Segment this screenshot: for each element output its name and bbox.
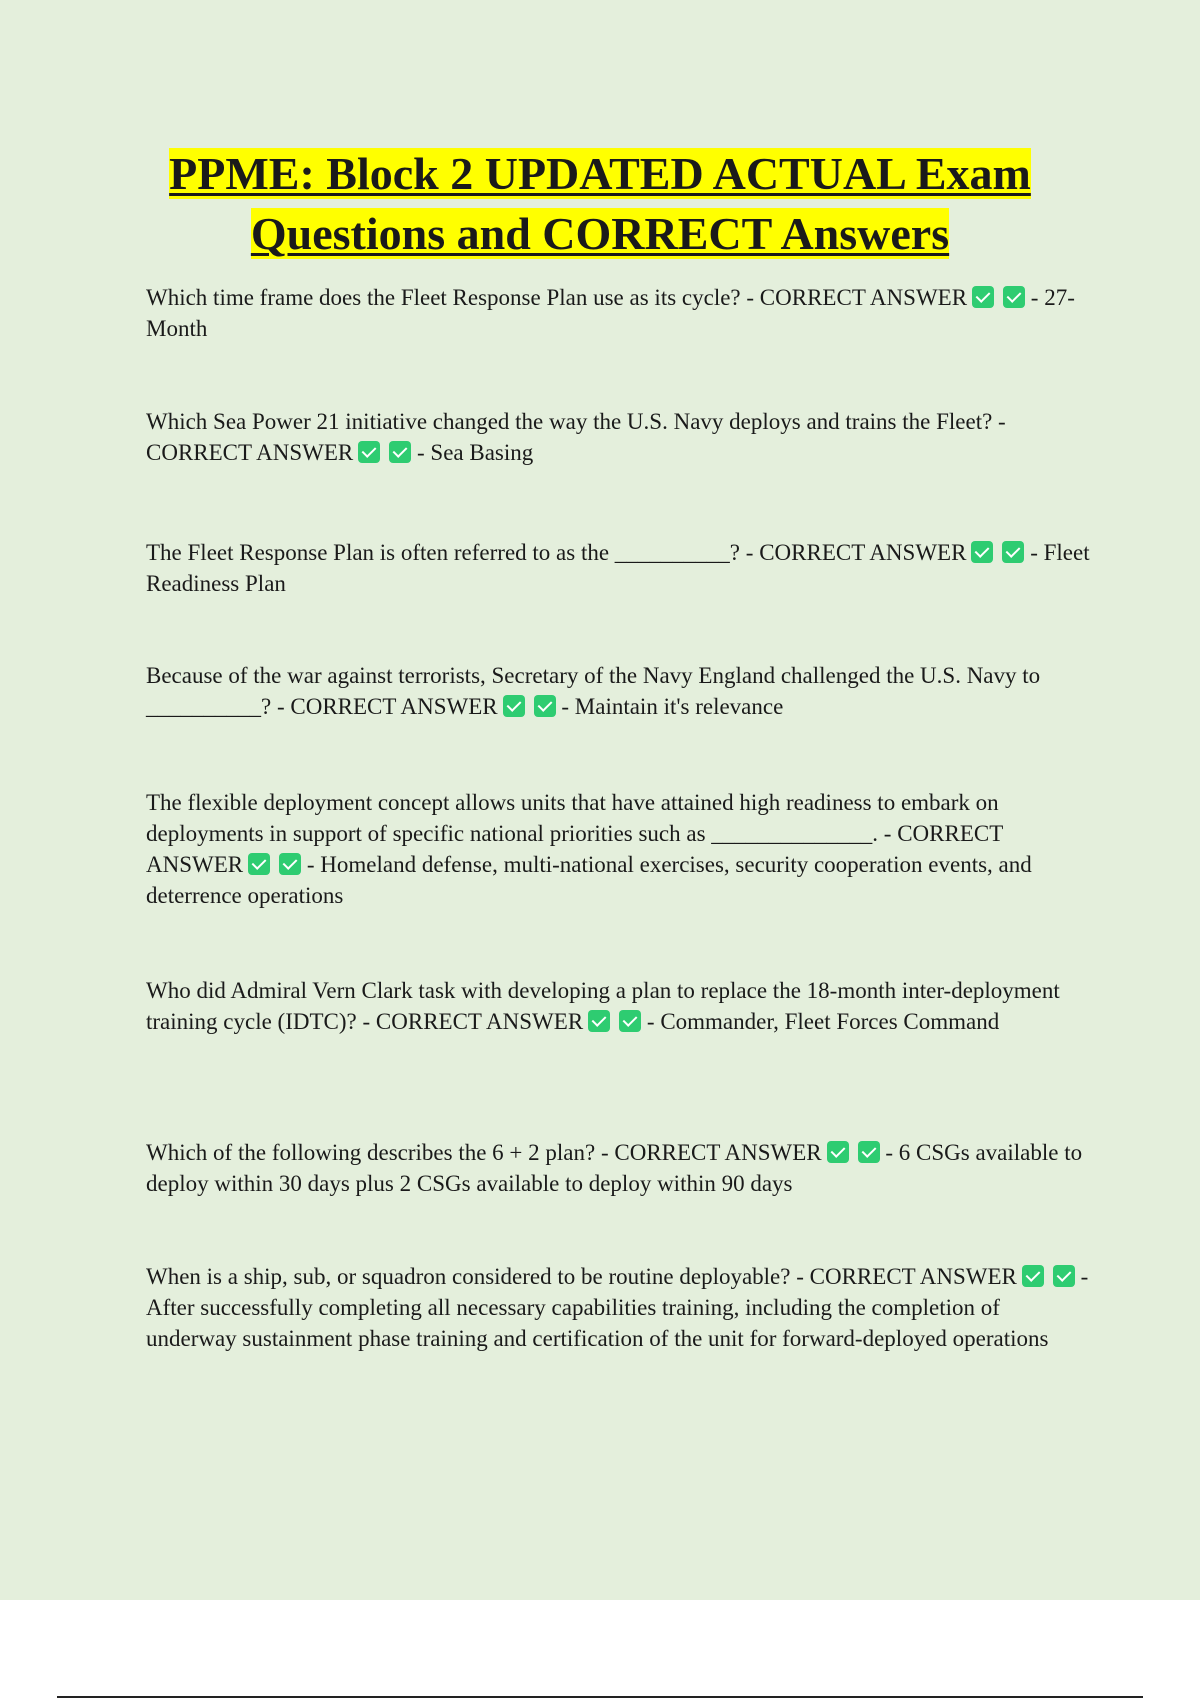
answer-marker: CORRECT ANSWER: [759, 285, 968, 310]
answer-marker: CORRECT ANSWER: [290, 694, 498, 719]
answer-marker: CORRECT ANSWER: [146, 440, 354, 465]
check-box-icon: [248, 853, 270, 875]
answer-text: - Sea Basing: [417, 440, 534, 465]
check-box-icon: [619, 1010, 641, 1032]
answer-text: - After successfully completing all necessary capabilities training, including the completion of underway sustainment phase training and certification of the unit for forward-deployed operations: [146, 1264, 1089, 1351]
check-box-icon: [503, 695, 525, 717]
answer-text: - Homeland defense, multi-national exercises, security cooperation events, and deterrence operations: [146, 852, 1032, 908]
check-box-icon: [972, 286, 994, 308]
question-text: Which of the following describes the 6 + 2 plan? -: [146, 1140, 609, 1165]
check-box-icon: [858, 1141, 880, 1163]
question-text: Who did Admiral Vern Clark task with developing a plan to replace the 18-month inter-deployment training cycle (IDTC)? -: [146, 978, 1060, 1034]
qa-item: [146, 537, 1092, 599]
check-box-icon: [1003, 286, 1025, 308]
check-box-icon: [279, 853, 301, 875]
check-box-icon: [534, 695, 556, 717]
answer-marker: CORRECT ANSWER: [375, 1009, 584, 1034]
check-box-icon: [971, 541, 993, 563]
question-text: The flexible deployment concept allows units that have attained high readiness to embark on deployments in support of specific national priorities such as ______________. -: [146, 790, 999, 846]
question-text: The Fleet Response Plan is often referred to as the __________? -: [146, 540, 754, 565]
check-box-icon: [1002, 541, 1024, 563]
answer-text: - Fleet Readiness Plan: [146, 540, 1090, 596]
answer-text: - 6 CSGs available to deploy within 30 days plus 2 CSGs available to deploy within 90 days: [146, 1140, 1083, 1196]
question-text: Which Sea Power 21 initiative changed the way the U.S. Navy deploys and trains the Fleet? -: [146, 409, 1006, 434]
answer-marker: CORRECT ANSWER: [614, 1140, 822, 1165]
answer-text: - Maintain it's relevance: [561, 694, 784, 719]
title-line-2: Questions and CORRECT Answers: [250, 208, 950, 259]
answer-marker: CORRECT ANSWER: [146, 821, 1003, 877]
answer-text: - 27-Month: [146, 285, 1075, 341]
question-text: Because of the war against terrorists, Secretary of the Navy England challenged the U.S. Navy to __________? -: [146, 663, 1041, 719]
qa-item: [146, 975, 1092, 1037]
check-box-icon: [588, 1010, 610, 1032]
qa-item: [146, 282, 1092, 344]
qa-item: [146, 1261, 1092, 1354]
qa-item: [146, 1137, 1092, 1199]
qa-item: [146, 406, 1092, 468]
check-box-icon: [389, 441, 411, 463]
footer-divider: [57, 1696, 1143, 1698]
title-line-1: PPME: Block 2 UPDATED ACTUAL Exam: [169, 148, 1031, 199]
qa-item: [146, 787, 1092, 911]
check-box-icon: [1053, 1265, 1075, 1287]
document-title: [0, 144, 1200, 264]
answer-marker: CORRECT ANSWER: [809, 1264, 1017, 1289]
answer-marker: CORRECT ANSWER: [759, 540, 967, 565]
qa-item: [146, 660, 1092, 722]
check-box-icon: [827, 1141, 849, 1163]
question-text: Which time frame does the Fleet Response Plan use as its cycle? -: [146, 285, 755, 310]
check-box-icon: [358, 441, 380, 463]
answer-text: - Commander, Fleet Forces Command: [646, 1009, 1000, 1034]
check-box-icon: [1022, 1265, 1044, 1287]
question-text: When is a ship, sub, or squadron considered to be routine deployable? -: [146, 1264, 804, 1289]
